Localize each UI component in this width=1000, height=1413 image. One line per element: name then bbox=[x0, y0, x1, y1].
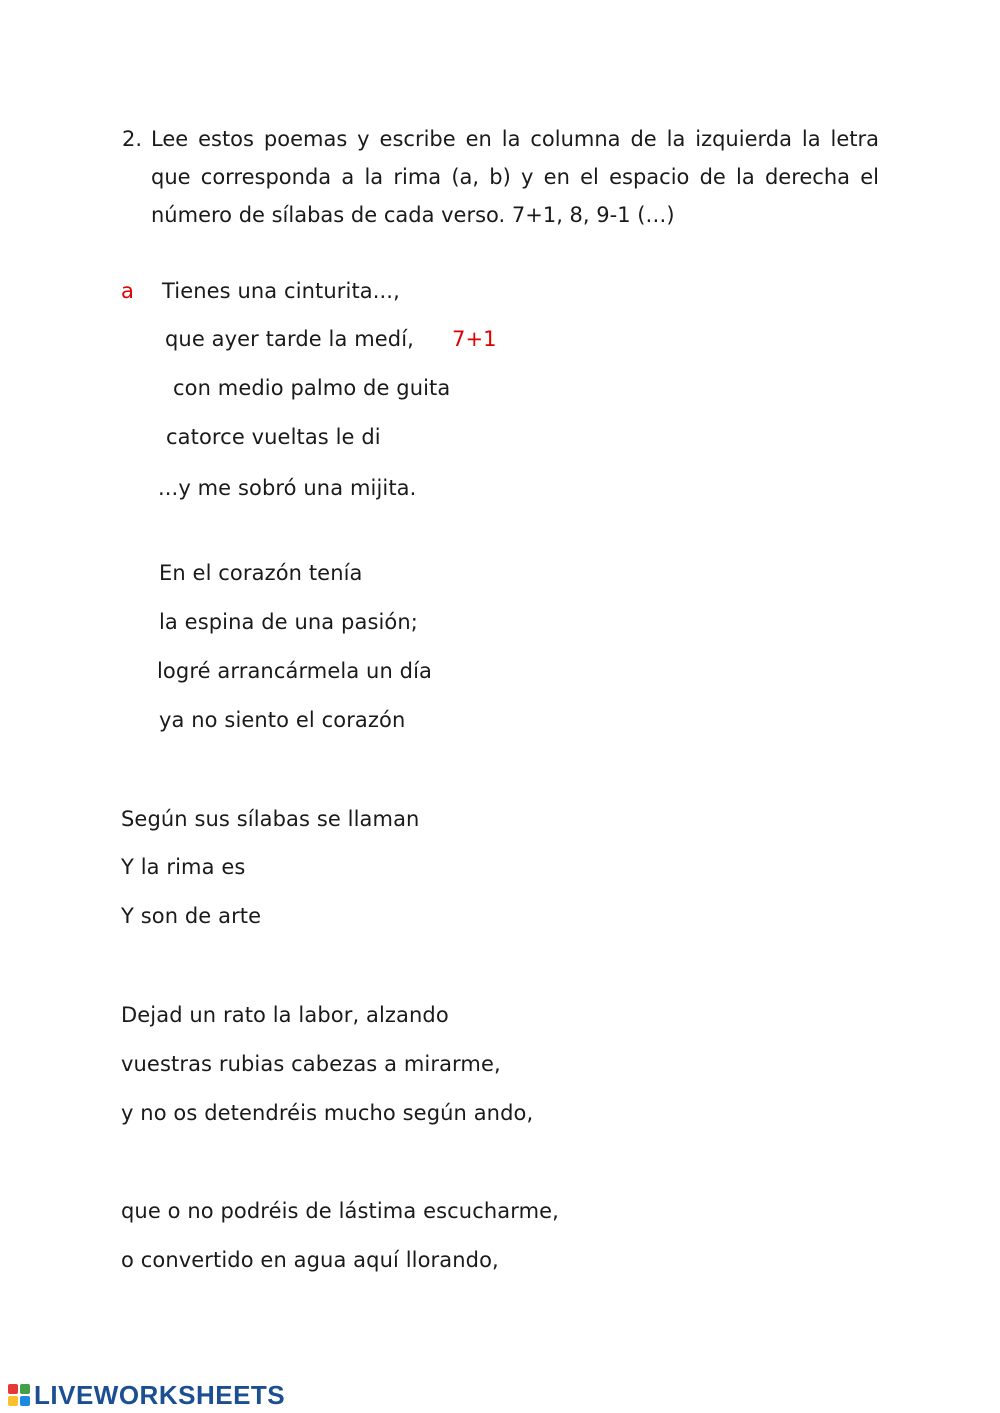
poem3-line-5: o convertido en agua aquí llorando, bbox=[121, 1248, 499, 1272]
logo-block-green bbox=[20, 1384, 30, 1394]
logo-blocks-icon bbox=[8, 1384, 30, 1406]
poem2-line-3: logré arrancármela un día bbox=[157, 659, 432, 683]
poem1-line-4: catorce vueltas le di bbox=[166, 425, 381, 449]
logo-text: LIVEWORKSHEETS bbox=[34, 1379, 286, 1410]
poem3-line-3: y no os detendréis mucho según ando, bbox=[121, 1101, 534, 1125]
logo-block-red bbox=[8, 1384, 18, 1394]
instruction-line-2: que corresponda a la rima (a, b) y en el espacio de la derecha el bbox=[151, 165, 879, 189]
question-syllables: Según sus sílabas se llaman bbox=[121, 807, 420, 831]
poem1-line-1: Tienes una cinturita..., bbox=[162, 279, 400, 303]
poem3-line-1: Dejad un rato la labor, alzando bbox=[121, 1003, 449, 1027]
poem2-line-2: la espina de una pasión; bbox=[159, 610, 418, 634]
poem1-line-5: ...y me sobró una mijita. bbox=[158, 476, 417, 500]
logo-block-yellow bbox=[8, 1396, 18, 1406]
poem3-line-4: que o no podréis de lástima escucharme, bbox=[121, 1199, 559, 1223]
poem1-line-2: que ayer tarde la medí, bbox=[165, 327, 414, 351]
logo-block-blue bbox=[20, 1396, 30, 1406]
liveworksheets-logo bbox=[8, 1381, 285, 1409]
rhyme-answer-field[interactable]: a bbox=[121, 279, 134, 303]
instruction-line-3: número de sílabas de cada verso. 7+1, 8, 9-1 (…) bbox=[151, 203, 675, 227]
instruction-line-1: Lee estos poemas y escribe en la columna de la izquierda la letra bbox=[151, 127, 879, 151]
poem2-line-1: En el corazón tenía bbox=[159, 561, 363, 585]
poem3-line-2: vuestras rubias cabezas a mirarme, bbox=[121, 1052, 501, 1076]
question-arte: Y son de arte bbox=[121, 904, 262, 928]
syllable-answer-field[interactable]: 7+1 bbox=[452, 327, 497, 351]
exercise-number: 2. bbox=[122, 127, 143, 151]
poem1-line-3: con medio palmo de guita bbox=[173, 376, 451, 400]
question-rhyme: Y la rima es bbox=[121, 855, 246, 879]
poem2-line-4: ya no siento el corazón bbox=[159, 708, 406, 732]
